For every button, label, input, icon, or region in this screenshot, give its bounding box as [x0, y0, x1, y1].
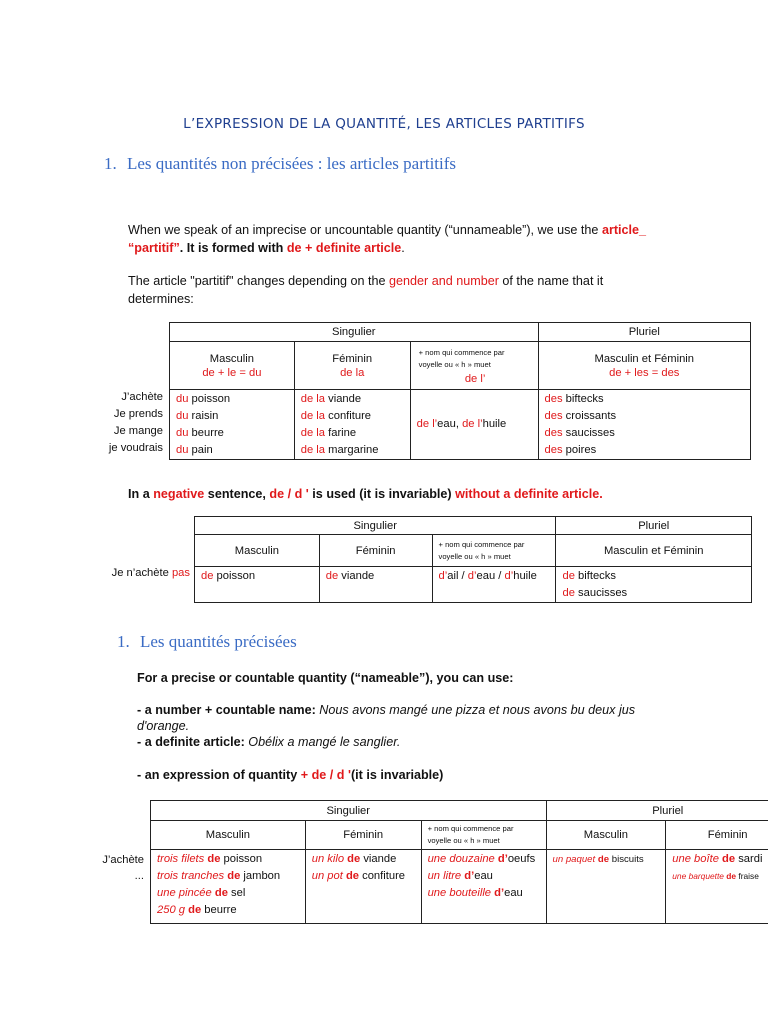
header-feminin: Féminin — [319, 535, 432, 567]
section-number: 1. — [117, 632, 130, 651]
noun: jambon — [240, 870, 281, 882]
text: determines: — [128, 292, 194, 306]
row-label: Je prends — [113, 408, 163, 420]
note: voyelle ou « h » muet — [438, 551, 511, 561]
noun: margarine — [325, 443, 379, 456]
article: de — [347, 853, 361, 865]
example: d'orange. — [137, 719, 190, 733]
header-feminin-pluriel: Féminin — [666, 821, 768, 850]
note: + nom qui commence par — [427, 824, 514, 833]
noun: oeufs — [507, 853, 536, 865]
noun: saucisses — [562, 426, 615, 439]
article: des — [544, 443, 563, 456]
header-feminin: Féminin — [305, 821, 421, 850]
quantity: un paquet — [552, 854, 596, 865]
section-title: Les quantités précisées — [140, 632, 297, 651]
header-masculin: Masculin — [151, 821, 306, 850]
article: du — [176, 426, 189, 439]
red-text: pas — [171, 567, 190, 579]
red-text: without a definite article. — [455, 487, 603, 501]
noun: sardi — [735, 853, 763, 865]
text: When we speak of an imprecise or uncountable quantity (“unnameable”), we use the — [128, 223, 602, 237]
article: d’ — [464, 870, 475, 882]
article: d’ — [467, 570, 477, 582]
article: de — [207, 853, 221, 865]
red-text: negative — [153, 487, 205, 501]
text: is used (it is invariable) — [308, 487, 456, 501]
noun: viande — [325, 392, 362, 405]
article: du — [176, 443, 189, 456]
formula: de + les = — [609, 366, 662, 379]
noun: eau — [504, 887, 523, 899]
noun: huile — [513, 570, 537, 582]
article: de — [562, 587, 575, 599]
noun: huile — [482, 418, 507, 430]
article: de l’ — [462, 418, 483, 430]
cell-h — [421, 850, 546, 924]
label: - a number + countable name: — [137, 703, 320, 717]
red-text: gender and number — [388, 274, 499, 288]
quantity: 250 g — [157, 904, 185, 916]
noun: poisson — [213, 570, 256, 582]
cell-feminin-pluriel — [666, 850, 768, 924]
cell-feminin — [305, 850, 421, 924]
article: du — [176, 392, 189, 405]
header-singulier: Singulier — [170, 323, 539, 342]
red-text: “partitif” — [128, 241, 180, 255]
article: de la — [300, 392, 326, 405]
article: de — [597, 854, 610, 865]
header-masculin-pluriel: Masculin — [546, 821, 666, 850]
quantity: un kilo — [311, 853, 345, 865]
header-masculin: Masculin — [195, 535, 320, 567]
note: voyelle ou « h » muet — [427, 836, 500, 845]
row-label: J’achète — [121, 391, 163, 403]
quantity: une boîte — [672, 853, 719, 865]
quantity: une bouteille — [427, 887, 492, 899]
article: du — [176, 409, 189, 422]
label: Masculin — [209, 352, 254, 365]
noun: poisson — [188, 392, 231, 405]
noun: raisin — [188, 409, 219, 422]
article: de — [227, 870, 241, 882]
formula: de + le = — [202, 366, 249, 379]
article: de — [214, 887, 228, 899]
table-quantity-expressions — [150, 800, 768, 924]
header-pluriel: Pluriel — [546, 801, 768, 821]
label: - an expression of quantity — [137, 768, 301, 782]
formula: de l’ — [464, 372, 486, 385]
article: de la — [300, 443, 326, 456]
red-text: article_ — [601, 223, 647, 237]
article: d’ — [494, 887, 505, 899]
article: de — [345, 870, 359, 882]
noun: farine — [325, 426, 357, 439]
label: Masculin et Féminin — [594, 352, 694, 365]
example: Nous avons mangé une pizza et nous avons bu deux jus — [319, 703, 636, 717]
noun: beurre — [201, 904, 237, 916]
example: Obélix a mangé le sanglier. — [248, 735, 401, 749]
section-number: 1. — [104, 154, 117, 173]
red-text: de / d ' — [269, 487, 309, 501]
article: d’ — [438, 570, 448, 582]
row-label: je voudrais — [108, 442, 163, 454]
text: of the name that it — [498, 274, 604, 288]
text: The article "partitif" changes depending on the — [128, 274, 389, 288]
header-masc-fem: Masculin et Féminin — [556, 535, 752, 567]
label: Je n’achète — [111, 567, 172, 579]
quantity: un litre — [427, 870, 462, 882]
noun: fraise — [736, 871, 759, 881]
noun: pain — [188, 443, 213, 456]
note: voyelle ou « h » muet — [418, 359, 491, 369]
header-singulier: Singulier — [151, 801, 547, 821]
row-label: Je mange — [113, 425, 163, 437]
noun: poisson — [220, 853, 263, 865]
quantity: trois tranches — [157, 870, 225, 882]
quantity: trois filets — [157, 853, 205, 865]
quantity: une douzaine — [427, 853, 495, 865]
noun: beurre — [188, 426, 224, 439]
article: de la — [300, 426, 326, 439]
noun: eau / — [476, 570, 505, 582]
text: For a precise or countable quantity (“nameable”), you can use: — [137, 671, 514, 685]
article: de l’ — [416, 418, 438, 430]
noun: confiture — [359, 870, 406, 882]
text: . — [401, 241, 405, 255]
text: sentence, — [204, 487, 270, 501]
label: Féminin — [332, 352, 373, 365]
noun: poires — [562, 443, 597, 456]
noun: biscuits — [609, 854, 644, 865]
article: des — [544, 392, 563, 405]
article: de — [201, 570, 214, 582]
formula: des — [661, 366, 680, 379]
quantity: une pincée — [157, 887, 212, 899]
formula: du — [248, 366, 262, 379]
quantity: une barquette — [672, 871, 724, 881]
article: de — [188, 904, 202, 916]
page-title: L’EXPRESSION DE LA QUANTITÉ, LES ARTICLES PARTITIFS — [183, 116, 585, 132]
label: ... — [134, 870, 144, 882]
article: de — [726, 871, 737, 881]
header-pluriel: Pluriel — [556, 517, 752, 535]
text: In a — [128, 487, 154, 501]
article: des — [544, 426, 563, 439]
label: (it is invariable) — [350, 768, 444, 782]
noun: croissants — [562, 409, 617, 422]
note: + nom qui commence par — [438, 539, 525, 549]
section-title: Les quantités non précisées : les articles partitifs — [127, 154, 457, 173]
header-singulier: Singulier — [195, 517, 556, 535]
noun: saucisses — [574, 587, 628, 599]
text: . It is formed with — [179, 241, 287, 255]
cell-masculin-pluriel — [546, 850, 666, 924]
article: d’ — [504, 570, 514, 582]
noun: sel — [227, 887, 246, 899]
label: - a definite article: — [137, 735, 249, 749]
noun: ail / — [447, 570, 468, 582]
noun: viande — [360, 853, 397, 865]
header-pluriel: Pluriel — [538, 323, 750, 342]
article: des — [544, 409, 563, 422]
noun: viande — [338, 570, 375, 582]
article: de — [722, 853, 736, 865]
noun: confiture — [325, 409, 372, 422]
noun: eau, — [437, 418, 463, 430]
formula: de la — [340, 366, 365, 379]
red-text: + de / d ' — [300, 768, 351, 782]
article: d’ — [497, 853, 508, 865]
red-text: de + definite article — [286, 241, 402, 255]
quantity: un pot — [311, 870, 343, 882]
article: de la — [300, 409, 326, 422]
article: de — [562, 570, 575, 582]
label: J’achète — [102, 854, 144, 866]
noun: eau — [474, 870, 493, 882]
article: de — [325, 570, 339, 582]
note: + nom qui commence par — [418, 347, 505, 357]
noun: biftecks — [562, 392, 604, 405]
noun: biftecks — [574, 570, 616, 582]
cell-masculin — [151, 850, 306, 924]
header-h-muet — [421, 821, 546, 850]
